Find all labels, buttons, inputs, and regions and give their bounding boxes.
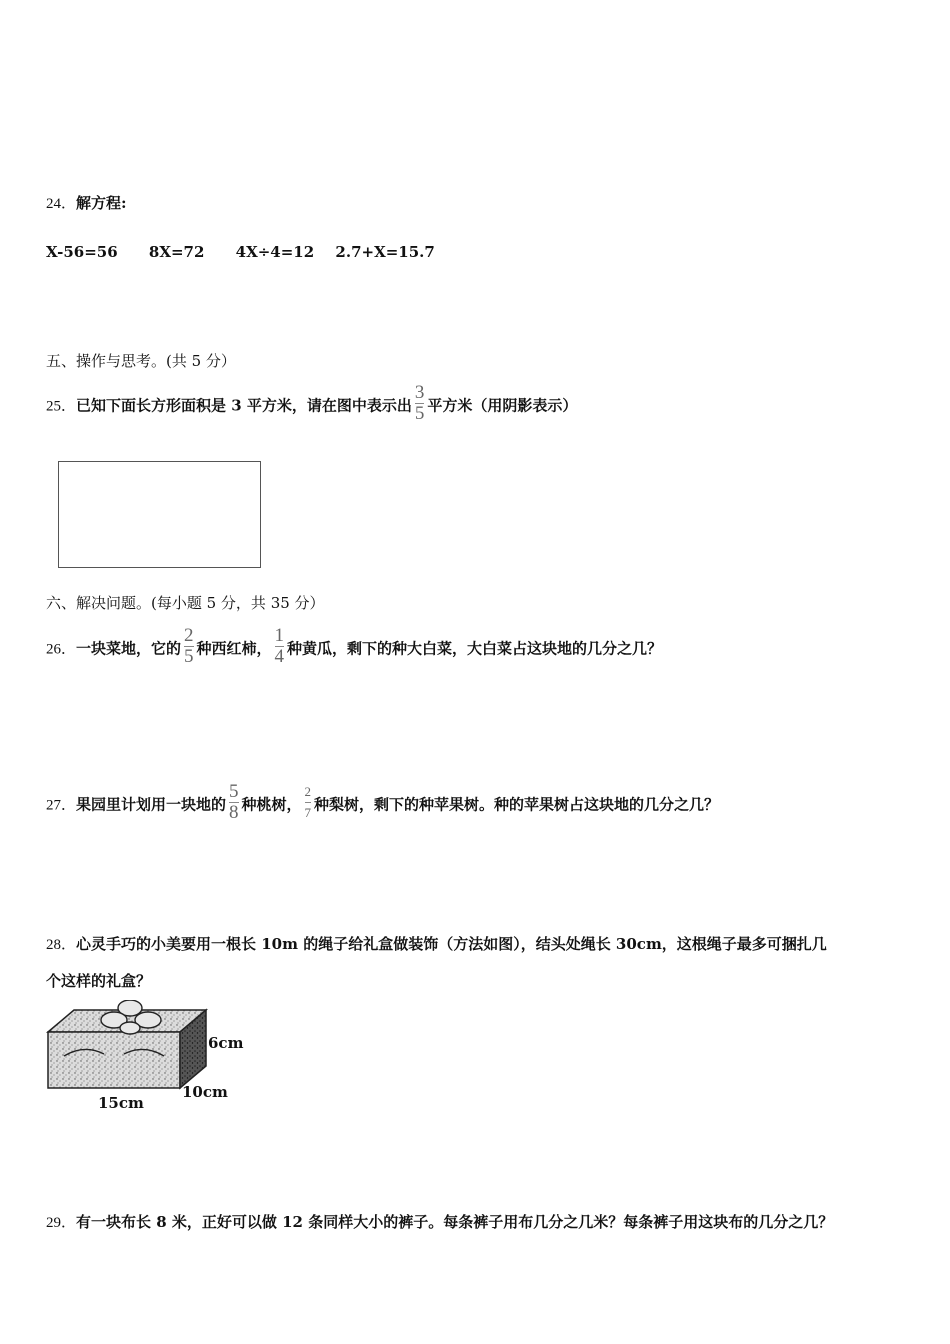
fraction-denominator: 5 (414, 403, 425, 424)
fraction (229, 783, 239, 822)
equation-3: 4X÷4=12 (235, 243, 315, 261)
fraction-denominator: 5 (184, 646, 194, 667)
question-29 (46, 1212, 833, 1233)
fraction-numerator: 2 (304, 784, 312, 799)
question-text: 种西红柿， (196, 639, 272, 658)
question-number: 26． (46, 641, 77, 658)
question-text: 有一块布长 8 米，正好可以做 12 条同样大小的裤子。每条裤子用布几分之几米？每条裤子用这块布的几分之几？ (76, 1213, 834, 1231)
question-text: 果园里计划用一块地的 (76, 795, 227, 814)
fraction-denominator: 4 (274, 646, 285, 667)
equation-4: 2.7+X=15.7 (335, 243, 435, 261)
section-6-title: 六、解决问题。(每小题 5 分，共 35 分） (46, 594, 325, 612)
fraction (415, 384, 425, 423)
question-25 (46, 382, 578, 426)
fraction (184, 627, 194, 666)
question-text: 心灵手巧的小美要用一根长 10m 的绳子给礼盒做装饰（方法如图），结头处绳长 30cm，这根绳子最多可捆扎几 (76, 935, 827, 953)
question-24 (46, 193, 127, 214)
gift-box-figure (44, 1000, 254, 1115)
fraction (275, 627, 285, 666)
question-28-line2: 个这样的礼盒？ (46, 972, 152, 990)
fraction (305, 783, 312, 822)
figure-label-width: 10cm (182, 1083, 228, 1101)
question-text: 种桃树， (241, 795, 302, 814)
question-number: 27． (46, 797, 77, 814)
equation-1: X-56=56 (46, 243, 118, 261)
question-text: 解方程: (76, 194, 127, 212)
question-text: 种黄瓜，剩下的种大白菜，大白菜占这块地的几分之几？ (287, 639, 663, 658)
question-28 (46, 934, 827, 955)
question-number: 24． (46, 196, 77, 212)
question-27 (46, 781, 720, 825)
equation-2: 8X=72 (148, 243, 205, 261)
question-text: 种梨树，剩下的种苹果树。种的苹果树占这块地的几分之几？ (314, 795, 720, 814)
question-text: 平方米（用阴影表示） (427, 396, 578, 415)
fraction-numerator: 3 (414, 382, 425, 403)
fraction-denominator: 8 (229, 802, 239, 823)
question-26 (46, 625, 663, 669)
fraction-numerator: 1 (274, 625, 285, 646)
equation-row (46, 242, 461, 262)
question-number: 29． (46, 1215, 77, 1231)
fraction-denominator: 7 (304, 805, 312, 820)
rectangle-figure (58, 461, 261, 568)
question-number: 25． (46, 398, 77, 415)
question-text: 一块菜地，它的 (76, 639, 182, 658)
figure-label-height: 6cm (208, 1034, 244, 1052)
figure-label-length: 15cm (98, 1094, 144, 1112)
fraction-numerator: 2 (184, 625, 194, 646)
question-number: 28． (46, 937, 77, 953)
fraction-numerator: 5 (229, 781, 239, 802)
question-text: 已知下面长方形面积是 3 平方米，请在图中表示出 (76, 396, 412, 415)
section-5-title: 五、操作与思考。(共 5 分） (46, 352, 236, 370)
